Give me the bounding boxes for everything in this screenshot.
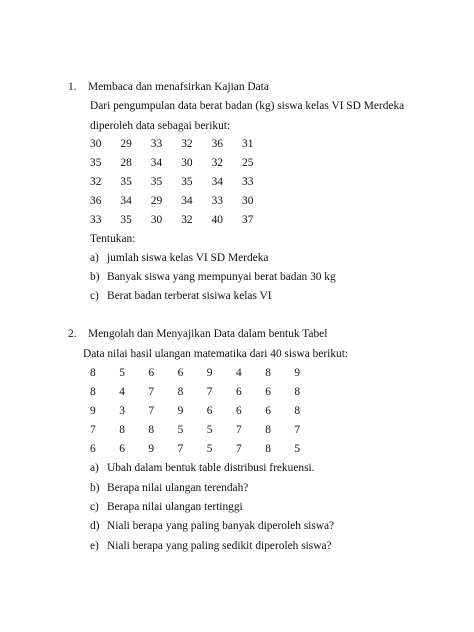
section1-question-a-label: a) bbox=[90, 252, 99, 264]
table-cell: 29 bbox=[120, 138, 132, 150]
table-row bbox=[90, 213, 272, 227]
section2-question-d: Niali berapa yang paling banyak diperoleh siswa? bbox=[107, 520, 335, 532]
section2-question-c: Berapa nilai ulangan tertinggi bbox=[107, 501, 243, 513]
table-row bbox=[90, 442, 324, 456]
table-cell: 6 bbox=[236, 386, 242, 398]
table-row bbox=[90, 423, 324, 437]
table-cell: 6 bbox=[265, 405, 271, 417]
table-cell: 35 bbox=[181, 176, 193, 188]
table-row bbox=[90, 385, 324, 399]
table-cell: 34 bbox=[181, 195, 193, 207]
table-cell: 37 bbox=[242, 214, 254, 226]
table-cell: 8 bbox=[294, 405, 301, 417]
table-cell: 6 bbox=[206, 405, 213, 417]
section2-question-e-label: e) bbox=[90, 540, 99, 552]
table-row bbox=[90, 404, 324, 418]
section1-prompt: Tentukan: bbox=[90, 233, 136, 245]
table-cell: 29 bbox=[150, 195, 163, 207]
table-cell: 6 bbox=[236, 405, 242, 417]
table-cell: 32 bbox=[90, 176, 102, 188]
section1-intro-line1: Dari pengumpulan data berat badan (kg) siswa kelas VI SD Merdeka bbox=[90, 100, 405, 112]
table-cell: 5 bbox=[177, 424, 184, 436]
section1-question-c: Berat badan terberat sisiwa kelas VI bbox=[107, 290, 272, 302]
table-cell: 8 bbox=[148, 424, 155, 436]
table-cell: 33 bbox=[211, 195, 223, 207]
table-cell: 5 bbox=[294, 443, 301, 455]
section2-question-b-label: b) bbox=[90, 482, 100, 494]
table-cell: 6 bbox=[119, 443, 125, 455]
table-row bbox=[90, 366, 324, 380]
table-cell: 25 bbox=[242, 157, 254, 169]
table-cell: 35 bbox=[120, 214, 132, 226]
table-cell: 5 bbox=[206, 443, 213, 455]
table-cell: 7 bbox=[236, 424, 242, 436]
table-cell: 33 bbox=[242, 176, 254, 188]
table-cell: 33 bbox=[90, 214, 102, 226]
table-row bbox=[90, 137, 272, 151]
section1-number: 1. bbox=[68, 81, 77, 93]
table-cell: 7 bbox=[206, 386, 213, 398]
table-cell: 34 bbox=[150, 157, 163, 169]
table-cell: 35 bbox=[90, 157, 102, 169]
table-cell: 32 bbox=[181, 138, 193, 150]
table-cell: 7 bbox=[294, 424, 301, 436]
section2-number: 2. bbox=[68, 328, 77, 340]
table-cell: 28 bbox=[120, 157, 132, 169]
table-cell: 32 bbox=[181, 214, 193, 226]
table-cell: 34 bbox=[120, 195, 132, 207]
table-cell: 8 bbox=[294, 386, 301, 398]
table-cell: 6 bbox=[265, 386, 271, 398]
table-cell: 3 bbox=[119, 405, 125, 417]
table-cell: 7 bbox=[90, 424, 96, 436]
table-cell: 30 bbox=[90, 138, 102, 150]
section2-question-b: Berapa nilai ulangan terendah? bbox=[107, 482, 249, 494]
table-row bbox=[90, 156, 272, 170]
table-cell: 9 bbox=[294, 367, 301, 379]
section2-question-e: Niali berapa yang paling sedikit diperoleh siswa? bbox=[107, 540, 332, 552]
table-cell: 8 bbox=[265, 367, 271, 379]
table-cell: 7 bbox=[236, 443, 242, 455]
table-cell: 35 bbox=[120, 176, 132, 188]
section1-intro-line2: diperoleh data sebagai berikut: bbox=[90, 120, 231, 132]
table-cell: 7 bbox=[148, 386, 155, 398]
section2-title: Mengolah dan Menyajikan Data dalam bentuk Tabel bbox=[88, 328, 328, 340]
table-cell: 35 bbox=[150, 176, 163, 188]
table-cell: 8 bbox=[119, 424, 125, 436]
table-cell: 9 bbox=[90, 405, 96, 417]
table-cell: 30 bbox=[181, 157, 193, 169]
table-cell: 33 bbox=[150, 138, 163, 150]
section1-title: Membaca dan menafsirkan Kajian Data bbox=[88, 81, 269, 93]
table-cell: 4 bbox=[119, 386, 125, 398]
table-cell: 9 bbox=[148, 443, 155, 455]
table-cell: 8 bbox=[265, 443, 271, 455]
section2-intro: Data nilai hasil ulangan matematika dari 40 siswa berikut: bbox=[83, 348, 349, 360]
table-cell: 40 bbox=[211, 214, 223, 226]
table-cell: 8 bbox=[265, 424, 271, 436]
table-cell: 30 bbox=[242, 195, 254, 207]
table-cell: 8 bbox=[177, 386, 184, 398]
table-cell: 7 bbox=[177, 443, 184, 455]
table-cell: 5 bbox=[119, 367, 125, 379]
table-cell: 6 bbox=[90, 443, 96, 455]
table-cell: 8 bbox=[90, 367, 96, 379]
table-cell: 4 bbox=[236, 367, 242, 379]
section2-question-c-label: c) bbox=[90, 501, 99, 513]
table-cell: 6 bbox=[148, 367, 155, 379]
table-cell: 36 bbox=[90, 195, 102, 207]
section1-question-b-label: b) bbox=[90, 271, 100, 283]
table-cell: 9 bbox=[206, 367, 213, 379]
table-cell: 7 bbox=[148, 405, 155, 417]
table-cell: 34 bbox=[211, 176, 223, 188]
section1-question-a: jumlah siswa kelas VI SD Merdeka bbox=[107, 252, 269, 264]
table-cell: 6 bbox=[177, 367, 184, 379]
table-row bbox=[90, 175, 272, 189]
section2-question-d-label: d) bbox=[90, 520, 100, 532]
table-cell: 30 bbox=[150, 214, 163, 226]
table-cell: 31 bbox=[242, 138, 254, 150]
section1-question-c-label: c) bbox=[90, 290, 99, 302]
table-cell: 5 bbox=[206, 424, 213, 436]
table-row bbox=[90, 194, 272, 208]
table-cell: 9 bbox=[177, 405, 184, 417]
table-cell: 36 bbox=[211, 138, 223, 150]
section2-question-a-label: a) bbox=[90, 462, 99, 474]
section2-question-a: Ubah dalam bentuk table distribusi frekuensi. bbox=[107, 462, 315, 474]
table-cell: 8 bbox=[90, 386, 96, 398]
table-cell: 32 bbox=[211, 157, 223, 169]
section1-question-b: Banyak siswa yang mempunyai berat badan 30 kg bbox=[107, 271, 336, 283]
